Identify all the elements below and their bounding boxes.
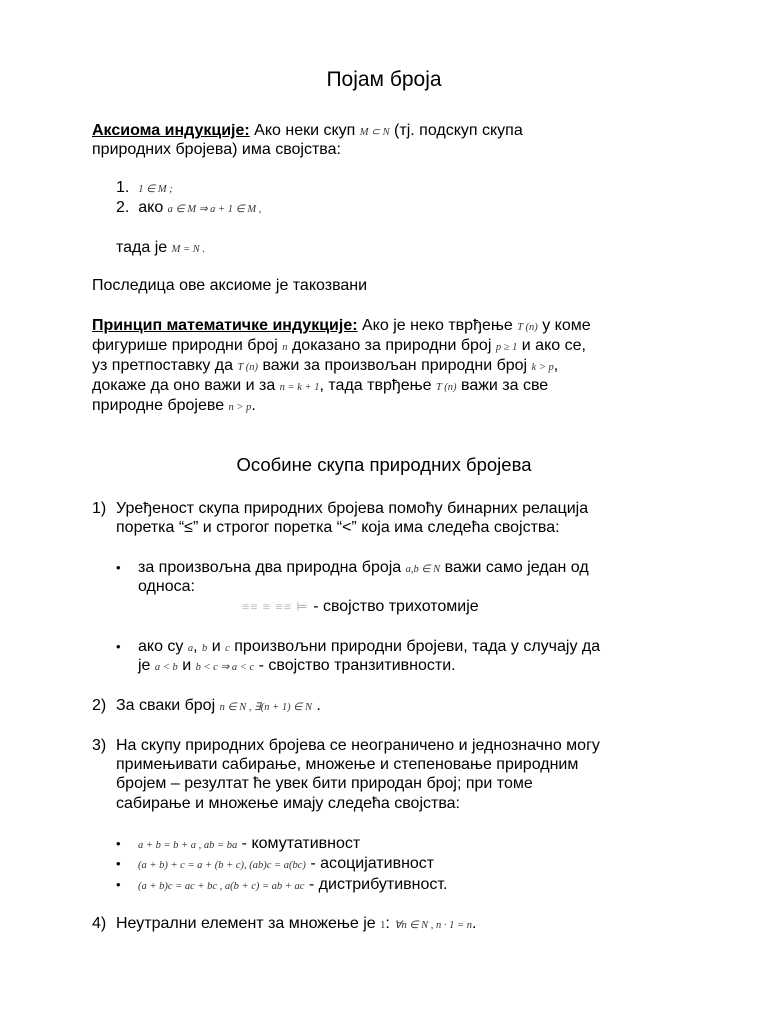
principle-text: докаже да оно важи и за (92, 377, 276, 394)
property-distributivity (138, 875, 447, 897)
bullet-text: , (193, 638, 198, 655)
math-1-in-m: 1 ∈ M ; (138, 184, 173, 195)
property-commutativity (138, 834, 360, 856)
math-transitivity: b < c ⇒ a < c (195, 662, 255, 673)
property-label: - комутативност (241, 835, 361, 852)
bullet: • (116, 877, 121, 892)
item-2-number: 2) (92, 697, 107, 714)
item-4-text: : (385, 915, 390, 932)
math-b: b (202, 643, 208, 654)
axiom-label: Аксиома индукције: (92, 122, 250, 139)
principle-text: у коме (542, 317, 591, 334)
bullet-text: и (211, 638, 221, 655)
item-1-number: 1) (92, 500, 107, 517)
bullet: • (116, 560, 121, 575)
math-k-gt-p: k > p (531, 362, 554, 373)
principle-text: Ако је неко тврђење (362, 317, 513, 334)
axiom-text-1a: Ако неки скуп (254, 122, 356, 139)
math-tn: T (n) (517, 322, 538, 333)
item-4-text: . (471, 915, 477, 932)
math-a-lt-b: a < b (154, 662, 178, 673)
math-implication: a ∈ M ⇒ a + 1 ∈ M , (167, 204, 262, 215)
item-4-line (116, 914, 476, 936)
item-3-number: 3) (92, 737, 107, 754)
item-2-text: За сваки број (116, 697, 216, 714)
item-1-bullet-2-line-2 (138, 656, 456, 678)
page-title: Појам броја (326, 68, 442, 91)
principle-text: уз претпоставку да (92, 357, 234, 374)
bullet-text: је (138, 657, 151, 674)
bullet-text: за произвољна два природна броја (138, 559, 402, 576)
bullet-text: - својство транзитивности. (258, 657, 456, 674)
principle-text: . (251, 397, 256, 414)
math-distributivity: (a + b)c = ac + bc , a(b + c) = ab + ac (138, 881, 305, 892)
axiom-item-1-number: 1. (116, 179, 130, 196)
bullet-text: и (182, 657, 192, 674)
principle-text: важи за све (461, 377, 549, 394)
principle-text: и ако се, (521, 337, 586, 354)
axiom-line-2: природних бројева) има својства: (92, 141, 341, 158)
math-p-ge-1: p ≥ 1 (495, 342, 518, 353)
bullet: • (116, 639, 121, 654)
math-successor: n ∈ N , ∃(n + 1) ∈ N (219, 702, 312, 713)
math-commutativity: a + b = b + a , ab = ba (138, 840, 238, 851)
item-1-bullet-1-line-2: односа: (138, 578, 195, 595)
axiom-item-1 (116, 178, 173, 200)
math-tn: T (n) (237, 362, 258, 373)
bullet-text: ако су (138, 638, 184, 655)
property-label: - асоцијативност (310, 855, 435, 872)
section-title: Особине скупа природних бројева (236, 454, 532, 475)
item-4-text: Неутрални елемент за множење је (116, 915, 376, 932)
principle-line-2 (92, 336, 586, 358)
item-2-text: . (316, 697, 321, 714)
axiom-then-word: тада је (116, 239, 168, 256)
math-m-equals-n: M = N . (171, 244, 205, 255)
item-1-bullet-1 (138, 558, 589, 580)
math-one: 1 (380, 920, 386, 931)
bullet-text: произвољни природни бројеви, тада у случају да (234, 638, 601, 655)
item-3-line-4: сабирање и множење имају следећа својства: (116, 795, 460, 812)
math-tn: T (n) (436, 382, 457, 393)
principle-line-4 (92, 376, 548, 398)
axiom-item-2-word: ако (138, 199, 164, 216)
axiom-conclusion (116, 238, 205, 260)
trichotomy-formula: ≡≡ ≡ ≡≡ ⊨ (242, 599, 309, 614)
principle-label: Принцип математичке индукције: (92, 317, 358, 334)
principle-line-1 (92, 316, 591, 338)
property-label: - дистрибутивност. (308, 876, 448, 893)
principle-line-5 (92, 396, 256, 418)
axiom-item-2-number: 2. (116, 199, 130, 216)
property-associativity (138, 854, 434, 876)
item-3-line-3: бројем – резултат ће увек бити природан број; при томе (116, 775, 533, 792)
math-a: a (187, 643, 194, 654)
bullet: • (116, 836, 121, 851)
math-associativity: (a + b) + c = a + (b + c), (ab)c = a(bc) (138, 860, 306, 871)
axiom-text-1b: (тј. подскуп скупа (394, 122, 523, 139)
axiom-item-2 (116, 198, 261, 220)
math-n-gt-p: n > p (228, 402, 252, 413)
math-c: c (225, 643, 230, 654)
item-3-line-2: примењивати сабирање, множење и степеновање природним (116, 756, 579, 773)
item-1-line-2: поретка “≤” и строгог поретка “<” која има следећа својства: (116, 519, 560, 536)
math-n-eq-k-plus-1: n = k + 1 (279, 382, 320, 393)
item-3-line-1: На скупу природних бројева се неограничено и једнозначно могу (116, 737, 600, 754)
bullet: • (116, 856, 121, 871)
principle-text: , тада тврђење (319, 377, 432, 394)
math-neutral-element: ∀n ∈ N , n · 1 = n (394, 920, 472, 931)
math-m-subset-n: M ⊂ N (359, 127, 390, 138)
principle-line-3 (92, 356, 558, 378)
principle-text: природне бројеве (92, 397, 225, 414)
item-2-line (116, 696, 321, 718)
bullet-text: важи само један од (444, 559, 589, 576)
math-a-b-in-n: a,b ∈ N (405, 564, 441, 575)
consequence-text: Последица ове аксиоме је такозвани (92, 277, 368, 294)
item-1-line-1: Уређеност скупа природних бројева помоћу бинарних релација (116, 500, 589, 517)
math-n: n (282, 342, 288, 353)
principle-text: важи за произвољан природни број (262, 357, 528, 374)
principle-text: фигурише природни број (92, 337, 278, 354)
item-4-number: 4) (92, 915, 107, 932)
principle-text: , (553, 357, 559, 374)
principle-text: доказано за природни број (291, 337, 492, 354)
trichotomy-line (242, 597, 479, 617)
trichotomy-label: - својство трихотомије (313, 598, 479, 615)
